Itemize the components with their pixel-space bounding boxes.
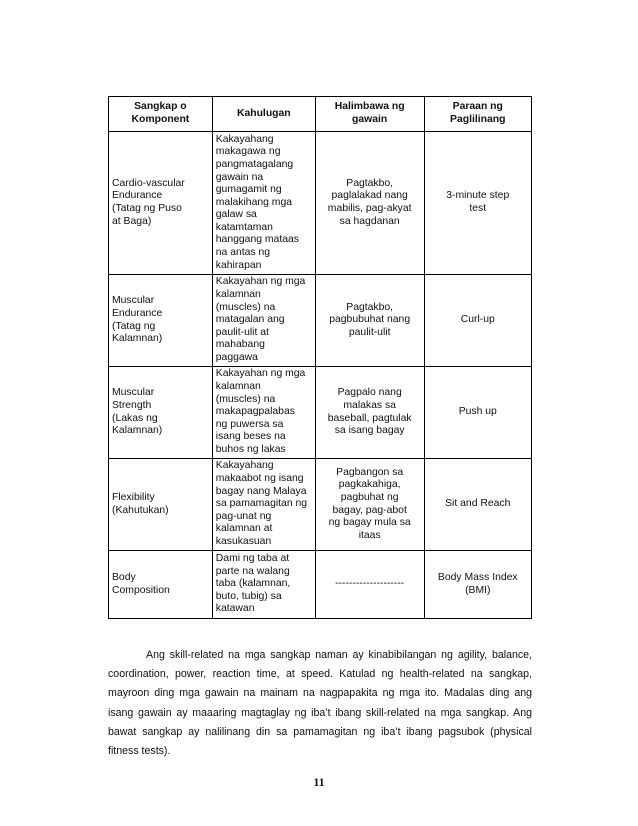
method-cell: Sit and Reach bbox=[424, 459, 531, 551]
table-header-row bbox=[109, 97, 532, 132]
header-method: Paraan ng Paglilinang bbox=[424, 97, 531, 132]
example-cell: Pagtakbo, paglalakad nang mabilis, pag-akyat sa hagdanan bbox=[315, 132, 424, 275]
example-cell: Pagbangon sa pagkakahiga, pagbuhat ng bagay, pag-abot ng bagay mula sa itaas bbox=[315, 459, 424, 551]
method-cell: Curl-up bbox=[424, 275, 531, 367]
table-row bbox=[109, 551, 532, 619]
definition-cell: Kakayahang makagawa ng pangmatagalang gawain na gumagamit ng malakihang mga galaw sa katamtaman hanggang mataas na antas ng kahirapan bbox=[212, 132, 315, 275]
definition-cell: Kakayahan ng mga kalamnan (muscles) na matagalan ang paulit-ulit at mahabang paggawa bbox=[212, 275, 315, 367]
definition-cell: Dami ng taba at parte na walang taba (kalamnan, buto, tubig) sa katawan bbox=[212, 551, 315, 619]
table-row bbox=[109, 367, 532, 459]
method-cell: 3-minute step test bbox=[424, 132, 531, 275]
table-row bbox=[109, 459, 532, 551]
component-cell: Flexibility (Kahutukan) bbox=[109, 459, 213, 551]
page-number: 11 bbox=[313, 775, 325, 789]
header-component: Sangkap o Komponent bbox=[109, 97, 213, 132]
component-cell: Muscular Endurance (Tatag ng Kalamnan) bbox=[109, 275, 213, 367]
header-example: Halimbawa ng gawain bbox=[315, 97, 424, 132]
component-cell: Body Composition bbox=[109, 551, 213, 619]
example-cell: Pagtakbo, pagbubuhat nang paulit-ulit bbox=[315, 275, 424, 367]
header-definition: Kahulugan bbox=[212, 97, 315, 132]
definition-cell: Kakayahang makaabot ng isang bagay nang Malaya sa pamamagitan ng pag-unat ng kalamnan at kasukasuan bbox=[212, 459, 315, 551]
table-row bbox=[109, 132, 532, 275]
body-paragraph: Ang skill-related na mga sangkap naman ay kinabibilangan ng agility, balance, coordination, power, reaction time, at speed. Katulad ng health-related na sangkap, mayroon ding mga gawain na mainam na nagpapakita ng mga ito. Madalas ding ang isang gawain ay maaaring magtaglay ng iba’t ibang skill-related na mga sangkap. Ang bawat sangkap ay nalilinang din sa pamamagitan ng iba’t ibang pagsubok (physical fitness tests). bbox=[108, 649, 532, 758]
component-cell: Muscular Strength (Lakas ng Kalamnan) bbox=[109, 367, 213, 459]
example-cell: -------------------- bbox=[315, 551, 424, 619]
definition-cell: Kakayahan ng mga kalamnan (muscles) na makapagpalabas ng puwersa sa isang beses na buhos ng lakas bbox=[212, 367, 315, 459]
table-row bbox=[109, 275, 532, 367]
fitness-components-table bbox=[108, 96, 532, 619]
method-cell: Push up bbox=[424, 367, 531, 459]
component-cell: Cardio-vascular Endurance (Tatag ng Puso at Baga) bbox=[109, 132, 213, 275]
method-cell: Body Mass Index (BMI) bbox=[424, 551, 531, 619]
example-cell: Pagpalo nang malakas sa baseball, pagtulak sa isang bagay bbox=[315, 367, 424, 459]
